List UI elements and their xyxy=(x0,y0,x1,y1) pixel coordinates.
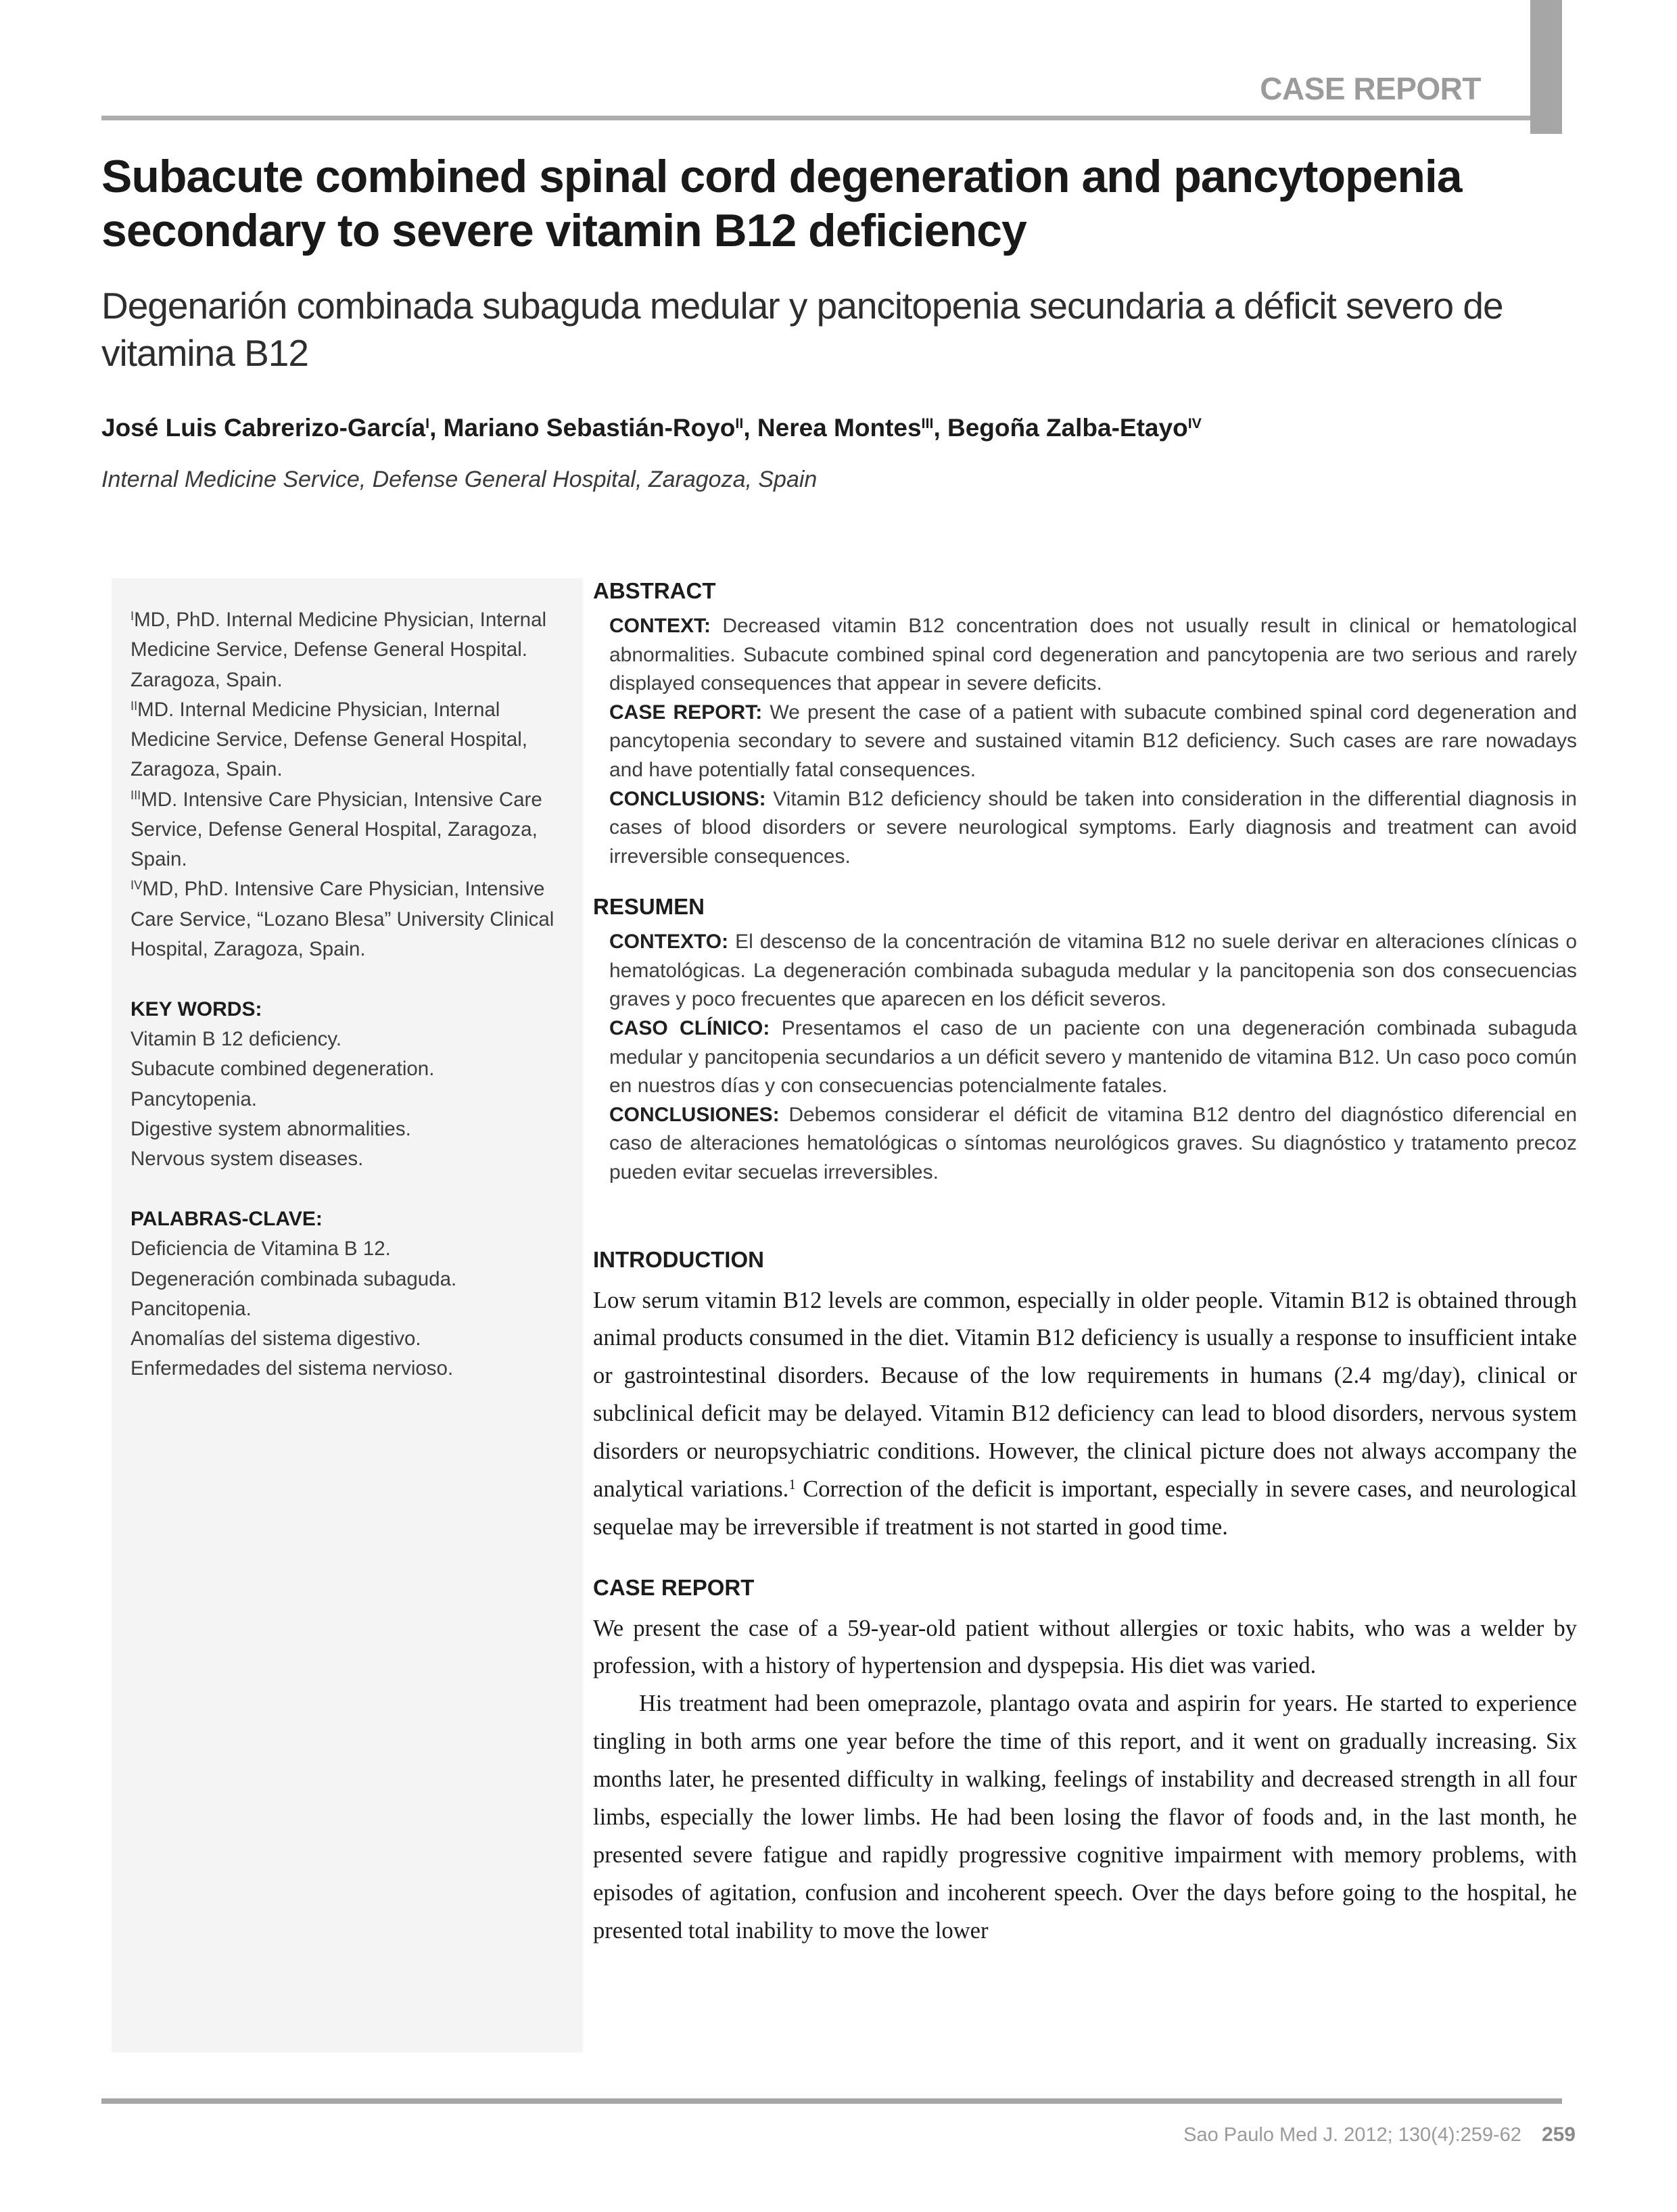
masthead-rule xyxy=(101,116,1562,120)
author-footnote: $^{IV}$MD, PhD. Intensive Care Physician, Intensive Care Service, “Lozano Blesa” University Clinical Hospital, Zaragoza, Spain. xyxy=(131,878,554,960)
paragraph-label: CASO CLÍNICO: xyxy=(609,1017,770,1039)
footnote-marker: IV xyxy=(131,878,143,893)
author-separator: , xyxy=(743,414,757,442)
page-number: 259 xyxy=(1541,2123,1576,2146)
keyword-item: Vitamin B 12 deficiency. xyxy=(131,1028,342,1050)
author-affiliation-marker: II xyxy=(735,415,744,432)
author-separator: , xyxy=(933,414,947,442)
keyword-item: Nervous system diseases. xyxy=(131,1148,364,1170)
case-report-heading: CASE REPORT xyxy=(593,1574,755,1600)
keyword-item: Digestive system abnormalities. xyxy=(131,1117,411,1140)
footer-rule xyxy=(101,2098,1562,2104)
author: José Luis Cabrerizo-García$^I$ xyxy=(101,414,430,442)
resumen-heading: RESUMEN xyxy=(593,894,705,920)
sidebar xyxy=(112,578,583,2052)
resumen-paragraph: CONCLUSIONES: Debemos considerar el déficit de vitamina B12 dentro del diagnóstico diferencial en caso de alteraciones hematológicas o síntomas neurológicos graves. Su diagnóstico y tratamento precoz pueden evitar secuelas irreversibles. xyxy=(609,1103,1577,1183)
author: Begoña Zalba-Etayo$^{IV}$ xyxy=(947,414,1202,442)
palabra-clave-item: Pancitopenia. xyxy=(131,1297,252,1320)
keyword-item: Subacute combined degeneration. xyxy=(131,1058,435,1081)
palabra-clave-item: Deficiencia de Vitamina B 12. xyxy=(131,1238,391,1261)
author-separator: , xyxy=(429,414,444,442)
case-report-paragraph: We present the case of a 59-year-old patient without allergies or toxic habits, who was a welder by profession, with a history of hypertension and dyspepsia. His diet was varied. xyxy=(593,1615,1577,1679)
footnote-marker: I xyxy=(131,608,135,623)
introduction-heading: INTRODUCTION xyxy=(593,1246,764,1272)
reference-marker: 1 xyxy=(788,1477,796,1492)
resumen-paragraph: CONTEXTO: El descenso de la concentración de vitamina B12 no suele derivar en alteraciones clínicas o hematológicas. La degeneración combinada subaguda medular y la pancitopenia son dos consecuencias graves y poco frecuentes que aparecen en los déficit severos. xyxy=(609,931,1577,1011)
case-report-body xyxy=(593,1610,1577,1950)
paragraph-label: CONTEXTO: xyxy=(609,931,729,954)
author-affiliation-marker: IV xyxy=(1187,415,1202,432)
introduction-paragraph: Low serum vitamin B12 levels are common, especially in older people. Vitamin B12 is obtained through animal products consumed in the diet. Vitamin B12 deficiency is usually a response to insufficient intake or gastrointestinal disorders. Because of the low requirements in humans (2.4 mg/day), clinical or subclinical deficit may be delayed. Vitamin B12 deficiency can lead to blood disorders, nervous system disorders or neuropsychiatric conditions. However, the clinical picture does not always accompany the analytical variations.$^1$ Correction of the deficit is important, especially in severe cases, and neurological sequelae may be irreversible if treatment is not started in good time. xyxy=(593,1287,1577,1540)
author-footnote: $^{III}$MD. Intensive Care Physician, Intensive Care Service, Defense General Hospital, Zaragoza, Spain. xyxy=(131,788,542,870)
keywords-heading: KEY WORDS: xyxy=(131,998,262,1020)
palabra-clave-item: Anomalías del sistema digestivo. xyxy=(131,1327,421,1350)
abstract-paragraph: CONTEXT: Decreased vitamin B12 concentration does not usually result in clinical or hematological abnormalities. Subacute combined spinal cord degeneration and pancytopenia are two serious and rarely displayed consequences that appear in severe deficits. xyxy=(609,614,1577,695)
affiliation-line: Internal Medicine Service, Defense General Hospital, Zaragoza, Spain xyxy=(101,467,818,492)
abstract-paragraph: CASE REPORT: We present the case of a patient with subacute combined spinal cord degeneration and pancytopenia secondary to severe and sustained vitamin B12 deficiency. Such cases are rare nowadays and have potentially fatal consequences. xyxy=(609,701,1578,781)
palabra-clave-item: Enfermedades del sistema nervioso. xyxy=(131,1357,454,1380)
introduction-body xyxy=(593,1282,1577,1547)
case-report-paragraph: His treatment had been omeprazole, plantago ovata and aspirin for years. He started to experience tingling in both arms one year before the time of this report, and it went on gradually increasing. Six months later, he presented difficulty in walking, feelings of instability and decreased strength in all four limbs, especially the lower limbs. He had been losing the flavor of foods and, in the last month, he presented severe fatigue and rapidly progressive cognitive impairment with memory problems, with episodes of agitation, confusion and incoherent speech. Over the days before going to the hospital, he presented total inability to move the lower xyxy=(593,1691,1577,1944)
author-footnote: $^I$MD, PhD. Internal Medicine Physician, Internal Medicine Service, Defense General Hospital. Zaragoza, Spain. xyxy=(131,608,547,691)
abstract-paragraph: CONCLUSIONS: Vitamin B12 deficiency should be taken into consideration in the differential diagnosis in cases of blood disorders or severe neurological symptoms. Early diagnosis and treatment can avoid irreversible consequences. xyxy=(609,787,1577,868)
masthead-corner-bar xyxy=(1530,0,1562,134)
paragraph-label: CONCLUSIONES: xyxy=(609,1103,780,1126)
authors-line xyxy=(101,414,1576,442)
article-title-spanish: Degenarión combinada subaguda medular y pancitopenia secundaria a déficit severo de vitamina B12 xyxy=(101,285,1503,374)
abstract-heading: ABSTRACT xyxy=(593,578,716,603)
author-affiliation-marker: I xyxy=(425,415,430,432)
author-footnote: $^{II}$MD. Internal Medicine Physician, Internal Medicine Service, Defense General Hospital, Zaragoza, Spain. xyxy=(131,698,528,781)
footer xyxy=(1183,2123,1576,2146)
paragraph-label: CONCLUSIONS: xyxy=(609,787,766,810)
paragraph-label: CASE REPORT: xyxy=(609,701,763,724)
footer-citation: Sao Paulo Med J. 2012; 130(4):259-62 xyxy=(1183,2124,1521,2146)
footnote-marker: II xyxy=(131,698,138,713)
resumen-paragraph: CASO CLÍNICO: Presentamos el caso de un paciente con una degeneración combinada subaguda medular y pancitopenia secundarios a un déficit severo y mantenido de vitamina B12. Un caso poco común en nuestros días y con consecuencias potencialmente fatales. xyxy=(609,1017,1577,1098)
paragraph-label: CONTEXT: xyxy=(609,614,711,637)
footnote-marker: III xyxy=(131,788,141,803)
abstract-body xyxy=(593,612,1577,871)
main-column xyxy=(593,578,1577,1950)
palabras-clave-heading: PALABRAS-CLAVE: xyxy=(131,1208,323,1231)
author-affiliation-marker: III xyxy=(921,415,934,432)
masthead-section-label: CASE REPORT xyxy=(1260,71,1481,106)
resumen-body xyxy=(593,928,1577,1187)
author: Mariano Sebastián-Royo$^{II}$ xyxy=(443,414,744,442)
keyword-item: Pancytopenia. xyxy=(131,1087,257,1110)
author: Nerea Montes$^{III}$ xyxy=(757,414,934,442)
article-title-english: Subacute combined spinal cord degeneration and pancytopenia secondary to severe vitamin B12 deficiency xyxy=(101,151,1462,256)
palabra-clave-item: Degeneración combinada subaguda. xyxy=(131,1267,457,1290)
